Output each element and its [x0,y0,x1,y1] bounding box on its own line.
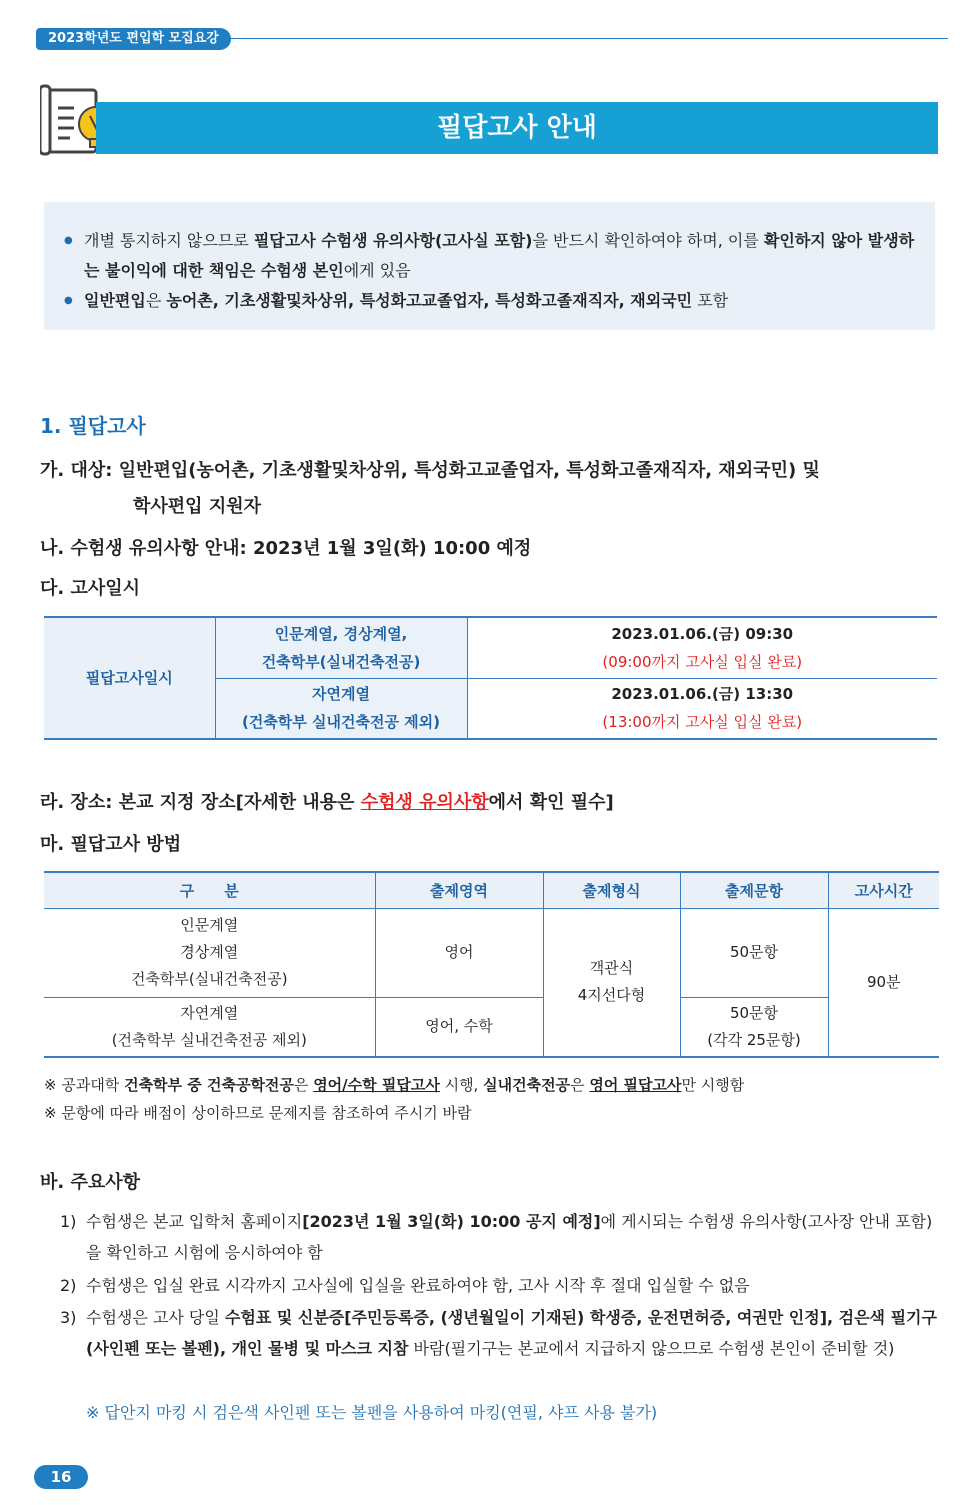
cell-text: (건축학부 실내건축전공 제외) [241,713,441,732]
notice-item [64,286,915,316]
cell-text: (건축학부 실내건축전공 제외) [111,1030,307,1049]
item-number: 3) [60,1308,77,1327]
cell-text: 건축학부(실내건축전공) [261,652,421,671]
table-row [44,997,939,1057]
location-line [40,788,614,814]
notice-text: 개별 통지하지 않으므로 [84,231,254,250]
note-text-bold: 건축학부 중 건축공학전공 [124,1076,294,1094]
table-cell: 영어, 수학 [375,997,543,1057]
note-text-bold: 실내건축전공 [483,1076,571,1094]
note-text: 은 [570,1076,590,1094]
exam-date-heading: 다. 고사일시 [40,578,141,599]
item-number: 2) [60,1276,77,1295]
table-header-cell: 출제영역 [375,872,543,908]
key-point-item [60,1270,940,1301]
notice-text-bold: 농어촌, 기초생활및차상위, 특성화고교졸업자, 특성화고졸재직자, 재외국민 [166,291,693,310]
key-point-item [60,1206,940,1268]
note-text-bold: 영어/수학 필답고사 [313,1076,440,1094]
item-number: 1) [60,1212,77,1231]
cell-text: 객관식 [589,959,634,978]
cell-text: 자연계열 [180,1003,239,1022]
table-cell [680,997,828,1057]
table-sub-cell [215,678,467,739]
notice-text: 을 반드시 확인하여야 하며, 이를 [532,231,764,250]
cell-note: (09:00까지 고사실 입실 완료) [602,652,803,671]
item-text-bold: 수험표 및 신분증[주민등록증, (생년월일이 기재된) 학생증, 운전면허증, 여권만 인정], 검은색 필기구(사인펜 또는 볼펜), 개인 물병 및 마스크 지참 [86,1308,937,1358]
note-text: 은 [293,1076,314,1094]
method-heading: 마. 필답고사 방법 [40,834,182,855]
table-header-cell: 출제형식 [543,872,680,908]
table-value-cell [467,617,937,678]
cell-text: 2023.01.06.(금) 13:30 [611,685,794,704]
table-cell [44,908,375,997]
location-text: 에서 확인 필수] [488,792,614,813]
table-header-cell: 구 분 [44,872,375,908]
notice-text-bold: 확인하지 않아 발생하는 불이익에 대한 책임은 수험생 본인 [84,231,915,280]
key-point-item [60,1302,940,1364]
page-title: 필답고사 안내 [96,102,938,154]
item-text: 수험생은 입실 완료 시각까지 고사실에 입실을 완료하여야 함, 고사 시작 후 절대 입실할 수 없음 [86,1276,750,1295]
cell-text: 건축학부(실내건축전공) [130,970,288,988]
cell-text: 경상계열 [180,943,239,961]
key-points-heading: 바. 주요사항 [40,1172,141,1193]
notice-date-line: 나. 수험생 유의사항 안내: 2023년 1월 3일(화) 10:00 예정 [40,538,532,559]
document-header-tag: 2023학년도 편입학 모집요강 [36,28,231,50]
cell-text: 인문계열, 경상계열, [274,624,408,643]
cell-text: (각각 25문항) [707,1030,801,1049]
table-cell: 50문항 [680,908,828,997]
table-header-cell: 출제문항 [680,872,828,908]
marking-note: ※ 답안지 마킹 시 검은색 사인펜 또는 볼펜을 사용하여 마킹(연필, 샤프 사용 불가) [86,1403,658,1422]
table-row [44,617,937,678]
note-text-bold: 영어 필답고사 [589,1076,682,1094]
item-text: 바람(필기구는 본교에서 지급하지 않으므로 수험생 본인이 준비할 것) [408,1339,895,1358]
item-text: 에 게시되는 수험생 유의사항(고사장 안내 포함)을 확인하고 시험에 응시하여야 함 [86,1212,933,1262]
table-header-row [44,872,939,908]
table-cell: 영어 [375,908,543,997]
cell-text: 인문계열 [180,916,239,934]
notice-text-bold: 필답고사 수험생 유의사항(고사실 포함) [253,231,533,250]
table-header-cell: 필답고사일시 [44,617,215,739]
page-number: 16 [34,1465,88,1489]
note-text: ※ 공과대학 [44,1076,125,1094]
note-text: 만 시행함 [681,1076,745,1094]
notice-box [44,202,935,330]
exam-schedule-table [44,616,937,740]
table-cell [543,908,680,1057]
item-text: 수험생은 본교 입학처 홈페이지 [86,1212,303,1231]
item-text: 수험생은 고사 당일 [86,1308,225,1327]
table-header-cell: 고사시간 [828,872,939,908]
location-link-text: 수험생 유의사항 [360,792,489,813]
item-text-bold: [2023년 1월 3일(화) 10:00 공지 예정] [302,1212,601,1231]
header-divider [230,38,948,39]
notice-text-bold: 일반편입 [84,291,146,310]
notice-item [64,226,915,286]
location-text: 라. 장소: 본교 지정 장소[자세한 내용은 [40,792,361,813]
table-value-cell [467,678,937,739]
notice-text: 에게 있음 [343,261,411,280]
scoring-note: ※ 문항에 따라 배점이 상이하므로 문제지를 참조하여 주시기 바람 [44,1104,472,1122]
notice-text: 포함 [692,291,729,310]
cell-text: 50문항 [729,1003,779,1022]
table-sub-cell [215,617,467,678]
exam-method-table [44,871,939,1058]
target-line: 가. 대상: 일반편입(농어촌, 기초생활및차상위, 특성화고교졸업자, 특성화고졸재직자, 재외국민) 및 [40,460,820,481]
cell-note: (13:00까지 고사실 입실 완료) [602,713,803,732]
cell-text: 2023.01.06.(금) 09:30 [611,624,794,643]
table-cell [44,997,375,1057]
cell-text: 자연계열 [312,685,370,704]
table-cell: 90분 [828,908,939,1057]
section-title: 1. 필답고사 [40,414,146,438]
cell-text: 4지선다형 [577,986,646,1005]
method-note [44,1074,744,1095]
notice-text: 은 [145,291,167,310]
table-row [44,908,939,997]
target-line-cont: 학사편입 지원자 [133,496,261,517]
note-text: 시행, [439,1076,484,1094]
